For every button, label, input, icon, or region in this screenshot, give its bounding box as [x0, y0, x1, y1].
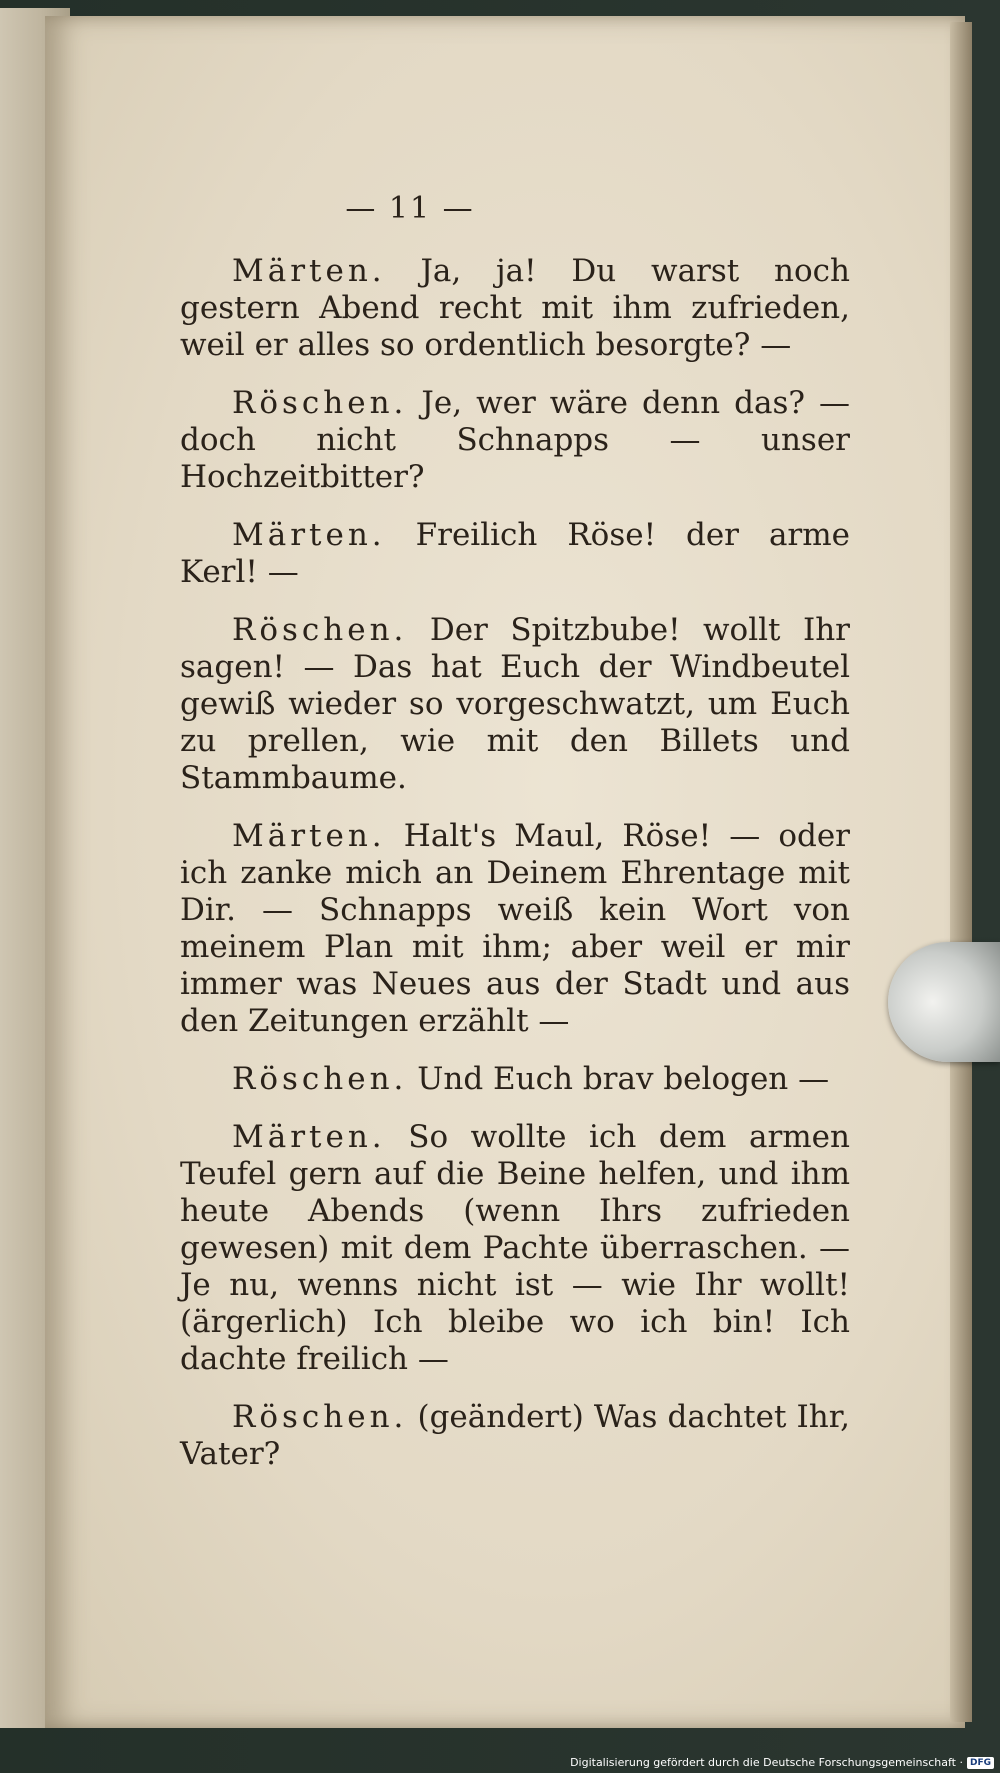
speaker-name: Märten. [232, 1119, 386, 1155]
paragraph [180, 1061, 850, 1098]
speech-text: Freilich Röse! der arme Kerl! — [180, 517, 850, 590]
dfg-logo: DFG [967, 1757, 994, 1769]
page-text [180, 190, 850, 1494]
speaker-name: Märten. [232, 517, 386, 553]
book-clip [888, 942, 1000, 1062]
digitization-credit [570, 1756, 994, 1769]
paragraph [180, 818, 850, 1040]
speaker-name: Röschen. [232, 1399, 408, 1435]
speaker-name: Röschen. [232, 612, 408, 648]
speaker-name: Röschen. [232, 1061, 408, 1097]
page-number: — 11 — [345, 191, 475, 226]
speaker-name: Märten. [232, 253, 386, 289]
speech-text: Halt's Maul, Röse! — oder ich zanke mich an Deinem Ehrentage mit Dir. — Schnapps weiß kein Wort von meinem Plan mit ihm; aber weil er mir immer was Neues aus der Stadt und aus den Zeitungen erzählt — [180, 818, 850, 1039]
speech-text: So wollte ich dem armen Teufel gern auf die Beine helfen, und ihm heute Abends (wenn Ihrs zufrieden gewesen) mit dem Pachte überraschen. — Je nu, wenns nicht ist — wie Ihr wollt! (ärgerlich) Ich bleibe wo ich bin! Ich dachte freilich — [180, 1119, 850, 1377]
paragraph [180, 1119, 850, 1378]
paragraph [180, 612, 850, 797]
paragraph [180, 385, 850, 496]
speaker-name: Röschen. [232, 385, 408, 421]
speech-text: Und Euch brav belogen — [407, 1061, 830, 1097]
paragraph [180, 253, 850, 364]
speech-text: Je, wer wäre denn das? — doch nicht Schnapps — unser Hochzeitbitter? [180, 385, 850, 495]
speech-text: Der Spitzbube! wollt Ihr sagen! — Das hat Euch der Windbeutel gewiß wieder so vorgeschwatzt, um Euch zu prellen, wie mit den Billets und Stammbaume. [180, 612, 850, 796]
speaker-name: Märten. [232, 818, 386, 854]
paragraph [180, 1399, 850, 1473]
credit-text: Digitalisierung gefördert durch die Deutsche Forschungsgemeinschaft · [570, 1756, 963, 1769]
paragraph [180, 517, 850, 591]
speech-text: (geändert) Was dachtet Ihr, Vater? [180, 1399, 850, 1472]
speech-text: Ja, ja! Du warst noch gestern Abend recht mit ihm zufrieden, weil er alles so ordentlich besorgte? — [180, 253, 850, 363]
page-edge [950, 22, 972, 1722]
